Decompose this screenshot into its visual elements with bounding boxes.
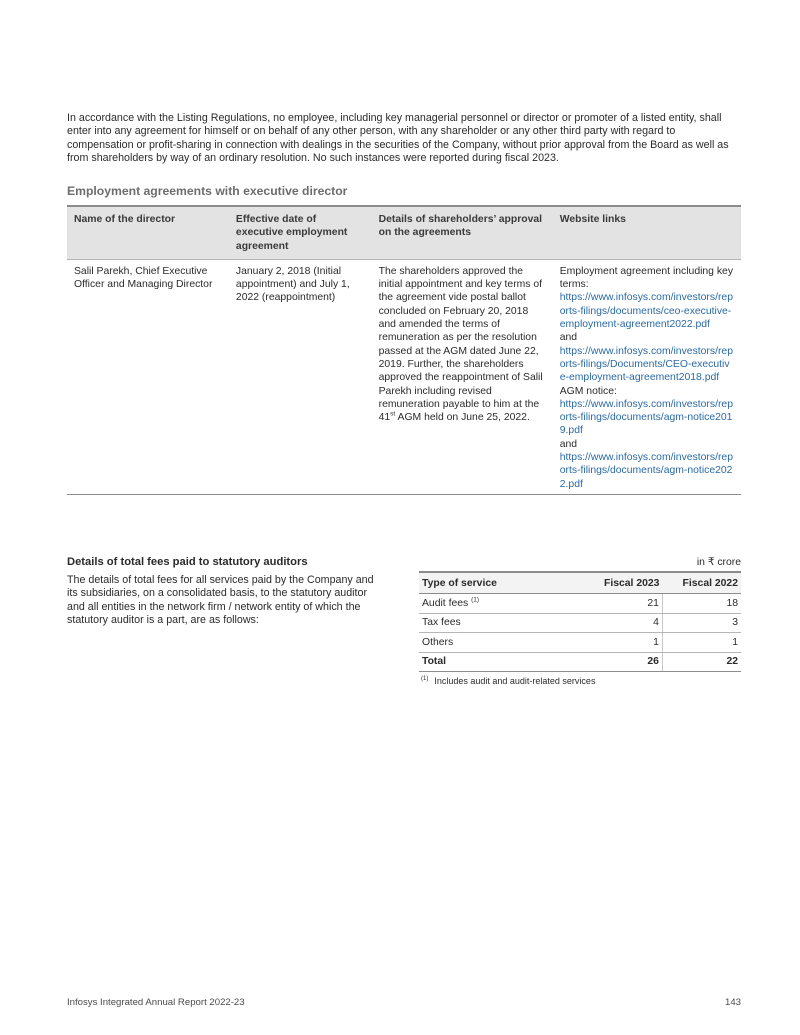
header-type-of-service: Type of service <box>419 572 572 594</box>
director-name-cell: Salil Parekh, Chief Executive Officer and Managing Director <box>67 259 229 494</box>
employment-table-header <box>67 206 741 259</box>
total-fiscal-2023: 26 <box>572 652 663 672</box>
links-intro: Employment agreement including key terms: <box>559 265 734 291</box>
table-row <box>67 259 741 494</box>
service-cell: Others <box>419 633 572 653</box>
header-shareholder-approval: Details of shareholders’ approval on the agreements <box>372 206 553 259</box>
table-row <box>419 633 741 653</box>
total-row <box>419 652 741 672</box>
intro-paragraph: In accordance with the Listing Regulations, no employee, including key managerial personnel or director or promoter of a listed entity, shall enter into any agreement for himself or on behalf of any other person, with any shareholder or any other third party with regard to compensation or profit-sharing in connection with dealings in the securities of the Company, without prior approval from the Board as well as from shareholders by way of an ordinary resolution. No such instances were reported during fiscal 2023. <box>67 112 729 165</box>
ordinal-suffix: st <box>390 410 396 418</box>
table-row <box>419 594 741 614</box>
fiscal-2022-cell: 18 <box>662 594 741 614</box>
approval-text-end: AGM held on June 25, 2022. <box>395 412 530 424</box>
employment-section-title: Employment agreements with executive director <box>67 184 348 198</box>
agm-notice-2022-link[interactable]: https://www.infosys.com/investors/reports-filings/documents/agm-notice2022.pdf <box>559 452 733 490</box>
fiscal-2023-cell: 1 <box>572 633 663 653</box>
fiscal-2022-cell: 3 <box>662 613 741 633</box>
total-label: Total <box>419 652 572 672</box>
footnote-text: Includes audit and audit-related services <box>434 676 596 686</box>
approval-text: The shareholders approved the initial appointment and key terms of the agreement vide postal ballot concluded on February 20, 2018 and amended the terms of remuneration as per the resolution passed at the AGM dated June 22, 2019. Further, the shareholders approved the reappointment of Salil Parekh including revised remuneration payable to him at the 41 <box>378 265 543 424</box>
agm-notice-label: AGM notice: <box>559 385 617 397</box>
total-fiscal-2022: 22 <box>662 652 741 672</box>
header-fiscal-2023: Fiscal 2023 <box>572 572 663 594</box>
report-footer-title: Infosys Integrated Annual Report 2022-23 <box>67 997 245 1008</box>
employment-agreements-table <box>67 205 741 495</box>
and-text: and <box>559 438 578 450</box>
header-website-links: Website links <box>553 206 741 259</box>
auditor-fees-table <box>419 571 741 672</box>
auditor-fees-description: The details of total fees for all services paid by the Company and its subsidiaries, on a consolidated basis, to the statutory auditor and all entities in the network firm / network entity of which the statutory auditor is a part, are as follows: <box>67 574 374 627</box>
service-cell <box>419 594 572 614</box>
fiscal-2023-cell: 21 <box>572 594 663 614</box>
effective-date-cell: January 2, 2018 (Initial appointment) and July 1, 2022 (reappointment) <box>229 259 372 494</box>
header-effective-date: Effective date of executive employment agreement <box>229 206 372 259</box>
approval-details-cell <box>372 259 553 494</box>
employment-agreement-2022-link[interactable]: https://www.infosys.com/investors/reports-filings/documents/ceo-executive-employment-agreement2022.pdf <box>559 292 733 331</box>
header-director-name: Name of the director <box>67 206 229 259</box>
agm-notice-2019-link[interactable]: https://www.infosys.com/investors/reports-filings/documents/agm-notice2019.pdf <box>559 398 733 437</box>
and-text: and <box>559 332 578 344</box>
auditor-fees-title: Details of total fees paid to statutory auditors <box>67 556 308 568</box>
header-fiscal-2022: Fiscal 2022 <box>662 572 741 594</box>
service-label: Audit fees <box>422 597 469 609</box>
fees-table-header <box>419 572 741 594</box>
fiscal-2023-cell: 4 <box>572 613 663 633</box>
fiscal-2022-cell: 1 <box>662 633 741 653</box>
fees-footnote <box>421 676 595 686</box>
employment-agreement-2018-link[interactable]: https://www.infosys.com/investors/reports-filings/Documents/CEO-executive-employment-agreement2018.pdf <box>559 345 733 384</box>
footnote-ref: (1) <box>471 596 480 604</box>
website-links-cell <box>553 259 741 494</box>
service-cell: Tax fees <box>419 613 572 633</box>
footnote-mark: (1) <box>421 676 429 682</box>
page-number: 143 <box>724 997 741 1008</box>
table-row <box>419 613 741 633</box>
currency-unit: in ₹ crore <box>696 557 741 568</box>
